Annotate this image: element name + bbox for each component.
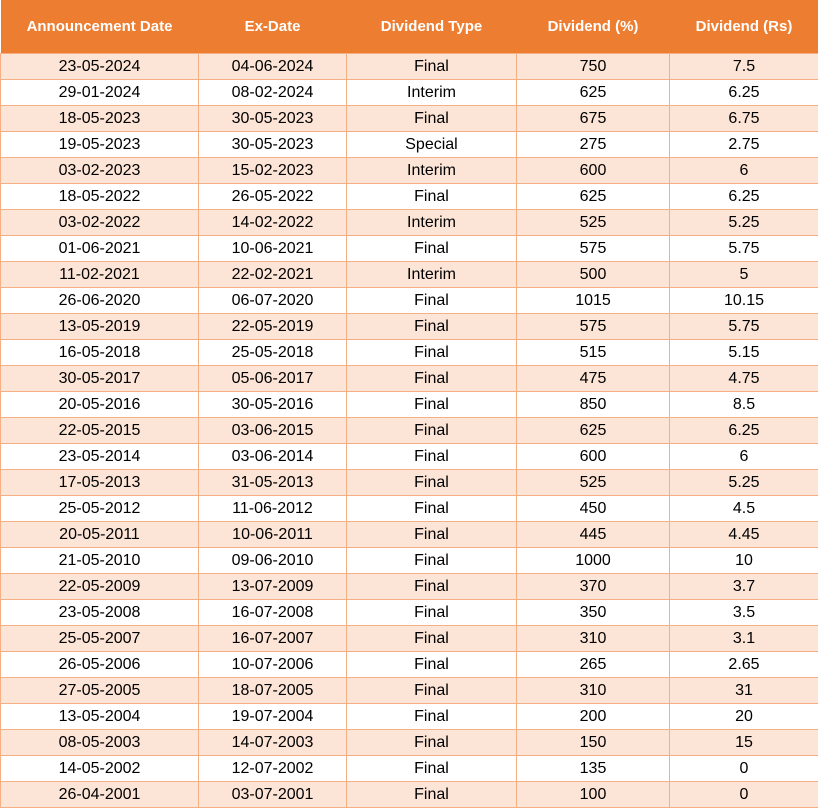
header-dividend-type: Dividend Type	[347, 0, 517, 54]
table-row	[1, 444, 818, 470]
ex-date-cell: 03-06-2015	[199, 418, 347, 444]
dividend-rs-cell: 6.75	[670, 106, 818, 132]
ex-date-cell: 30-05-2016	[199, 392, 347, 418]
dividend-percent-cell: 525	[517, 470, 670, 496]
announcement-date-cell: 25-05-2007	[1, 626, 199, 652]
dividend-percent-cell: 310	[517, 678, 670, 704]
dividend-percent-cell: 600	[517, 444, 670, 470]
dividend-rs-cell: 6.25	[670, 80, 818, 106]
dividend-percent-cell: 575	[517, 314, 670, 340]
dividend-percent-cell: 475	[517, 366, 670, 392]
dividend-percent-cell: 575	[517, 236, 670, 262]
announcement-date-cell: 23-05-2008	[1, 600, 199, 626]
dividend-percent-cell: 515	[517, 340, 670, 366]
dividend-rs-cell: 31	[670, 678, 818, 704]
dividend-type-cell: Final	[347, 184, 517, 210]
dividend-rs-cell: 2.75	[670, 132, 818, 158]
ex-date-cell: 09-06-2010	[199, 548, 347, 574]
table-row	[1, 184, 818, 210]
dividend-type-cell: Final	[347, 236, 517, 262]
table-row	[1, 236, 818, 262]
dividend-rs-cell: 0	[670, 756, 818, 782]
ex-date-cell: 26-05-2022	[199, 184, 347, 210]
ex-date-cell: 30-05-2023	[199, 106, 347, 132]
dividend-rs-cell: 8.5	[670, 392, 818, 418]
announcement-date-cell: 03-02-2023	[1, 158, 199, 184]
dividend-percent-cell: 500	[517, 262, 670, 288]
dividend-percent-cell: 310	[517, 626, 670, 652]
table-row	[1, 314, 818, 340]
announcement-date-cell: 27-05-2005	[1, 678, 199, 704]
ex-date-cell: 30-05-2023	[199, 132, 347, 158]
ex-date-cell: 08-02-2024	[199, 80, 347, 106]
table-row	[1, 678, 818, 704]
dividend-rs-cell: 6.25	[670, 418, 818, 444]
dividend-type-cell: Interim	[347, 210, 517, 236]
ex-date-cell: 13-07-2009	[199, 574, 347, 600]
ex-date-cell: 10-06-2011	[199, 522, 347, 548]
ex-date-cell: 03-07-2001	[199, 782, 347, 808]
dividend-percent-cell: 1015	[517, 288, 670, 314]
dividend-rs-cell: 10.15	[670, 288, 818, 314]
dividend-rs-cell: 3.7	[670, 574, 818, 600]
ex-date-cell: 31-05-2013	[199, 470, 347, 496]
ex-date-cell: 04-06-2024	[199, 54, 347, 80]
table-row	[1, 210, 818, 236]
dividend-rs-cell: 7.5	[670, 54, 818, 80]
table-body	[1, 54, 818, 808]
dividend-percent-cell: 625	[517, 80, 670, 106]
ex-date-cell: 15-02-2023	[199, 158, 347, 184]
ex-date-cell: 16-07-2007	[199, 626, 347, 652]
table-row	[1, 652, 818, 678]
dividend-percent-cell: 445	[517, 522, 670, 548]
announcement-date-cell: 21-05-2010	[1, 548, 199, 574]
ex-date-cell: 05-06-2017	[199, 366, 347, 392]
announcement-date-cell: 26-04-2001	[1, 782, 199, 808]
dividend-rs-cell: 6.25	[670, 184, 818, 210]
table-row	[1, 80, 818, 106]
ex-date-cell: 06-07-2020	[199, 288, 347, 314]
dividend-type-cell: Final	[347, 678, 517, 704]
dividend-type-cell: Final	[347, 548, 517, 574]
dividend-type-cell: Final	[347, 392, 517, 418]
header-row	[1, 0, 818, 54]
ex-date-cell: 19-07-2004	[199, 704, 347, 730]
announcement-date-cell: 29-01-2024	[1, 80, 199, 106]
announcement-date-cell: 20-05-2011	[1, 522, 199, 548]
dividend-percent-cell: 100	[517, 782, 670, 808]
dividend-percent-cell: 625	[517, 184, 670, 210]
dividend-percent-cell: 370	[517, 574, 670, 600]
dividend-type-cell: Special	[347, 132, 517, 158]
dividend-percent-cell: 850	[517, 392, 670, 418]
dividend-rs-cell: 10	[670, 548, 818, 574]
header-dividend-rs: Dividend (Rs)	[670, 0, 818, 54]
dividend-percent-cell: 525	[517, 210, 670, 236]
table-row	[1, 574, 818, 600]
table-row	[1, 288, 818, 314]
dividend-percent-cell: 275	[517, 132, 670, 158]
header-announcement-date: Announcement Date	[1, 0, 199, 54]
header-ex-date: Ex-Date	[199, 0, 347, 54]
dividend-type-cell: Final	[347, 522, 517, 548]
dividend-type-cell: Final	[347, 314, 517, 340]
announcement-date-cell: 19-05-2023	[1, 132, 199, 158]
dividend-rs-cell: 3.5	[670, 600, 818, 626]
dividend-rs-cell: 6	[670, 158, 818, 184]
announcement-date-cell: 08-05-2003	[1, 730, 199, 756]
ex-date-cell: 10-06-2021	[199, 236, 347, 262]
ex-date-cell: 12-07-2002	[199, 756, 347, 782]
dividend-percent-cell: 150	[517, 730, 670, 756]
dividend-rs-cell: 15	[670, 730, 818, 756]
dividend-type-cell: Interim	[347, 158, 517, 184]
dividend-type-cell: Final	[347, 600, 517, 626]
table-row	[1, 470, 818, 496]
table-row	[1, 626, 818, 652]
dividend-rs-cell: 5.25	[670, 470, 818, 496]
dividend-percent-cell: 675	[517, 106, 670, 132]
dividend-type-cell: Final	[347, 626, 517, 652]
dividend-rs-cell: 4.75	[670, 366, 818, 392]
dividend-rs-cell: 2.65	[670, 652, 818, 678]
table-row	[1, 600, 818, 626]
ex-date-cell: 03-06-2014	[199, 444, 347, 470]
dividend-type-cell: Final	[347, 470, 517, 496]
dividend-percent-cell: 135	[517, 756, 670, 782]
ex-date-cell: 16-07-2008	[199, 600, 347, 626]
ex-date-cell: 14-07-2003	[199, 730, 347, 756]
dividend-rs-cell: 5.15	[670, 340, 818, 366]
dividend-type-cell: Interim	[347, 80, 517, 106]
dividend-rs-cell: 6	[670, 444, 818, 470]
ex-date-cell: 25-05-2018	[199, 340, 347, 366]
announcement-date-cell: 18-05-2023	[1, 106, 199, 132]
dividend-type-cell: Final	[347, 444, 517, 470]
dividend-percent-cell: 265	[517, 652, 670, 678]
announcement-date-cell: 13-05-2004	[1, 704, 199, 730]
table-row	[1, 106, 818, 132]
announcement-date-cell: 25-05-2012	[1, 496, 199, 522]
dividend-type-cell: Final	[347, 782, 517, 808]
dividend-percent-cell: 625	[517, 418, 670, 444]
dividend-type-cell: Interim	[347, 262, 517, 288]
table-row	[1, 132, 818, 158]
dividend-percent-cell: 1000	[517, 548, 670, 574]
dividend-percent-cell: 200	[517, 704, 670, 730]
dividend-type-cell: Final	[347, 288, 517, 314]
announcement-date-cell: 26-05-2006	[1, 652, 199, 678]
announcement-date-cell: 03-02-2022	[1, 210, 199, 236]
dividend-type-cell: Final	[347, 106, 517, 132]
ex-date-cell: 22-05-2019	[199, 314, 347, 340]
announcement-date-cell: 22-05-2009	[1, 574, 199, 600]
dividend-percent-cell: 450	[517, 496, 670, 522]
dividend-type-cell: Final	[347, 366, 517, 392]
announcement-date-cell: 23-05-2024	[1, 54, 199, 80]
dividend-rs-cell: 20	[670, 704, 818, 730]
dividend-percent-cell: 750	[517, 54, 670, 80]
dividend-rs-cell: 4.45	[670, 522, 818, 548]
announcement-date-cell: 18-05-2022	[1, 184, 199, 210]
dividend-type-cell: Final	[347, 340, 517, 366]
announcement-date-cell: 01-06-2021	[1, 236, 199, 262]
dividend-rs-cell: 0	[670, 782, 818, 808]
dividend-type-cell: Final	[347, 756, 517, 782]
table-row	[1, 522, 818, 548]
dividend-type-cell: Final	[347, 54, 517, 80]
ex-date-cell: 14-02-2022	[199, 210, 347, 236]
ex-date-cell: 10-07-2006	[199, 652, 347, 678]
header-dividend-percent: Dividend (%)	[517, 0, 670, 54]
table-row	[1, 392, 818, 418]
dividend-rs-cell: 5	[670, 262, 818, 288]
dividend-type-cell: Final	[347, 418, 517, 444]
dividend-rs-cell: 5.25	[670, 210, 818, 236]
announcement-date-cell: 17-05-2013	[1, 470, 199, 496]
table-row	[1, 704, 818, 730]
dividend-type-cell: Final	[347, 730, 517, 756]
dividend-rs-cell: 5.75	[670, 236, 818, 262]
dividend-type-cell: Final	[347, 704, 517, 730]
dividend-rs-cell: 4.5	[670, 496, 818, 522]
dividend-type-cell: Final	[347, 574, 517, 600]
table-row	[1, 782, 818, 808]
ex-date-cell: 18-07-2005	[199, 678, 347, 704]
announcement-date-cell: 22-05-2015	[1, 418, 199, 444]
announcement-date-cell: 26-06-2020	[1, 288, 199, 314]
table-row	[1, 756, 818, 782]
table-row	[1, 366, 818, 392]
announcement-date-cell: 16-05-2018	[1, 340, 199, 366]
table-row	[1, 262, 818, 288]
table-row	[1, 730, 818, 756]
announcement-date-cell: 13-05-2019	[1, 314, 199, 340]
dividend-type-cell: Final	[347, 496, 517, 522]
dividend-type-cell: Final	[347, 652, 517, 678]
table-row	[1, 496, 818, 522]
table-row	[1, 418, 818, 444]
announcement-date-cell: 14-05-2002	[1, 756, 199, 782]
table-row	[1, 54, 818, 80]
announcement-date-cell: 23-05-2014	[1, 444, 199, 470]
ex-date-cell: 22-02-2021	[199, 262, 347, 288]
announcement-date-cell: 20-05-2016	[1, 392, 199, 418]
dividend-percent-cell: 350	[517, 600, 670, 626]
table-row	[1, 158, 818, 184]
dividend-percent-cell: 600	[517, 158, 670, 184]
ex-date-cell: 11-06-2012	[199, 496, 347, 522]
table-header	[1, 0, 818, 54]
table-row	[1, 340, 818, 366]
announcement-date-cell: 11-02-2021	[1, 262, 199, 288]
dividend-rs-cell: 3.1	[670, 626, 818, 652]
announcement-date-cell: 30-05-2017	[1, 366, 199, 392]
table-row	[1, 548, 818, 574]
dividend-rs-cell: 5.75	[670, 314, 818, 340]
